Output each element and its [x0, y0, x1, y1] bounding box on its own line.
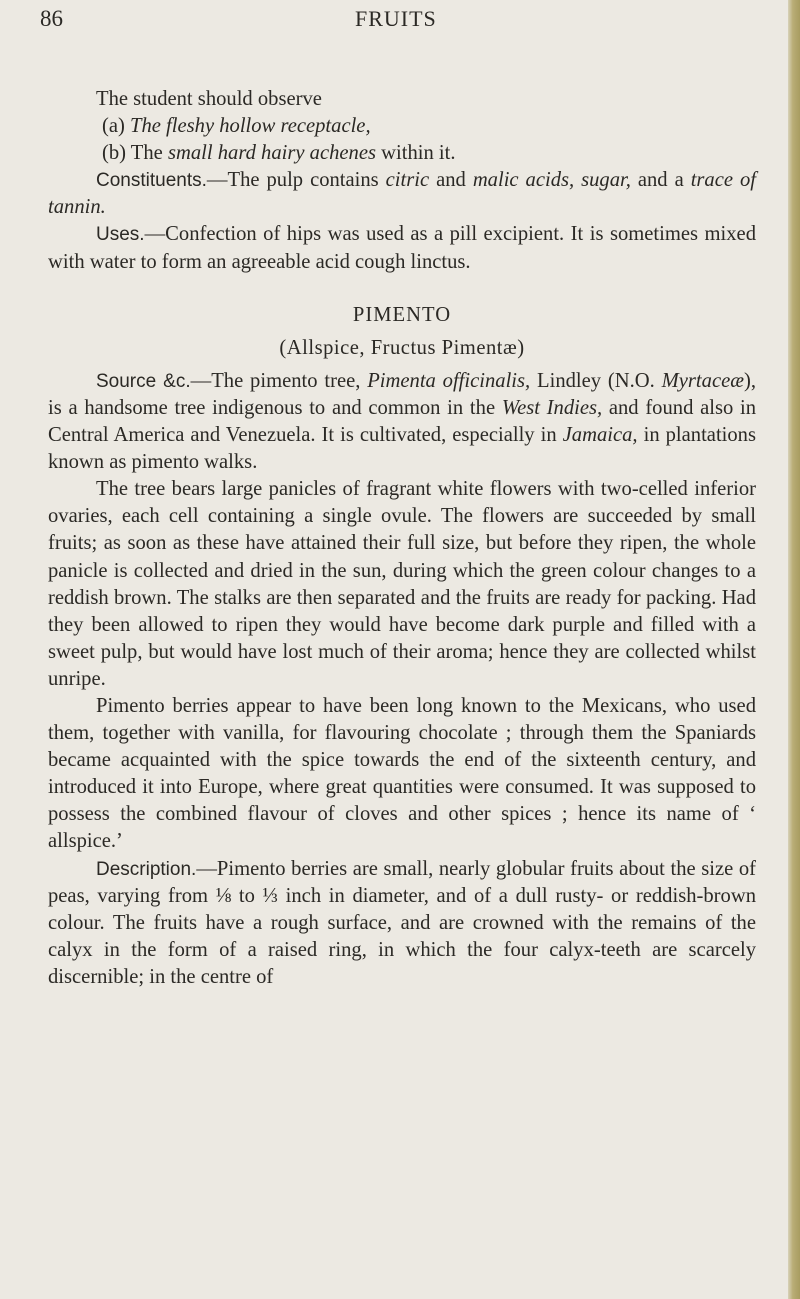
source-heading: Source &c. — [96, 370, 191, 392]
page-number: 86 — [40, 6, 63, 31]
page-content — [48, 86, 756, 991]
running-head: FRUITS — [355, 6, 437, 31]
section-title: PIMENTO — [352, 303, 452, 326]
flowers-paragraph: The tree bears large panicles of fragrant white flowers with two-celled inferior ovaries, each cell containing a single ovule. The flowers are succeeded by small fruits; as soon as these have attained their full size, but before they ripen, the whole panicle is collected and dried in the sun, during which the green colour changes to a reddish brown. The stalks are then separated and the fruits are ready for packing. Had they been allowed to ripen they would have become dark purple and filled with a sweet pulp, but would have lost much of their aroma; hence they are collected whilst unripe. — [48, 478, 756, 690]
history-paragraph: Pimento berries appear to have been long known to the Mexicans, who used them, together with vanilla, for flavouring chocolate ; through them the Spaniards became acquainted with the spice towards the end of the sixteenth century, and introduced it into Europe, where great quantities were consumed. It was supposed to possess the combined flavour of cloves and other spices ; hence its name of ‘ allspice.’ — [48, 694, 756, 853]
uses-paragraph: Uses.—Confection of hips was used as a pill excipient. It is sometimes mixed with water to form an agreeable acid cough linctus. — [48, 223, 756, 273]
source-paragraph: Source &c.—The pimento tree, Pimenta officinalis, Lindley (N.O. Myrtaceæ), is a handsome tree indigenous to and common in the West Indies, and found also in Central America and Venezuela. It is cultivated, especially in Jamaica, in plantations known as pimento walks. — [48, 369, 757, 474]
intro-lead: The student should observe — [96, 88, 322, 110]
constituents-heading: Constituents. — [96, 170, 207, 192]
description-paragraph: Description.—Pimento berries are small, nearly globular fruits about the size of peas, varying from ⅛ to ⅓ inch in diameter, and of a dull rusty- or reddish-brown colour. The fruits have a rough surface, and are crowned with the remains of the calyx in the form of a raised ring, in which the four calyx-teeth are scarcely discernible; in the centre of — [48, 857, 756, 988]
observation-b: (b) The small hard hairy achenes within it. — [102, 142, 456, 165]
description-heading: Description. — [96, 858, 197, 880]
page-header — [0, 0, 790, 40]
observation-a: (a) The fleshy hollow receptacle, — [102, 115, 371, 138]
page-edge — [788, 0, 800, 1299]
section-subtitle: (Allspice, Fructus Pimentæ) — [279, 336, 525, 359]
uses-heading: Uses. — [96, 224, 145, 246]
constituents-paragraph: Constituents.—The pulp contains citric and malic acids, sugar, and a trace of tannin. — [48, 169, 756, 219]
